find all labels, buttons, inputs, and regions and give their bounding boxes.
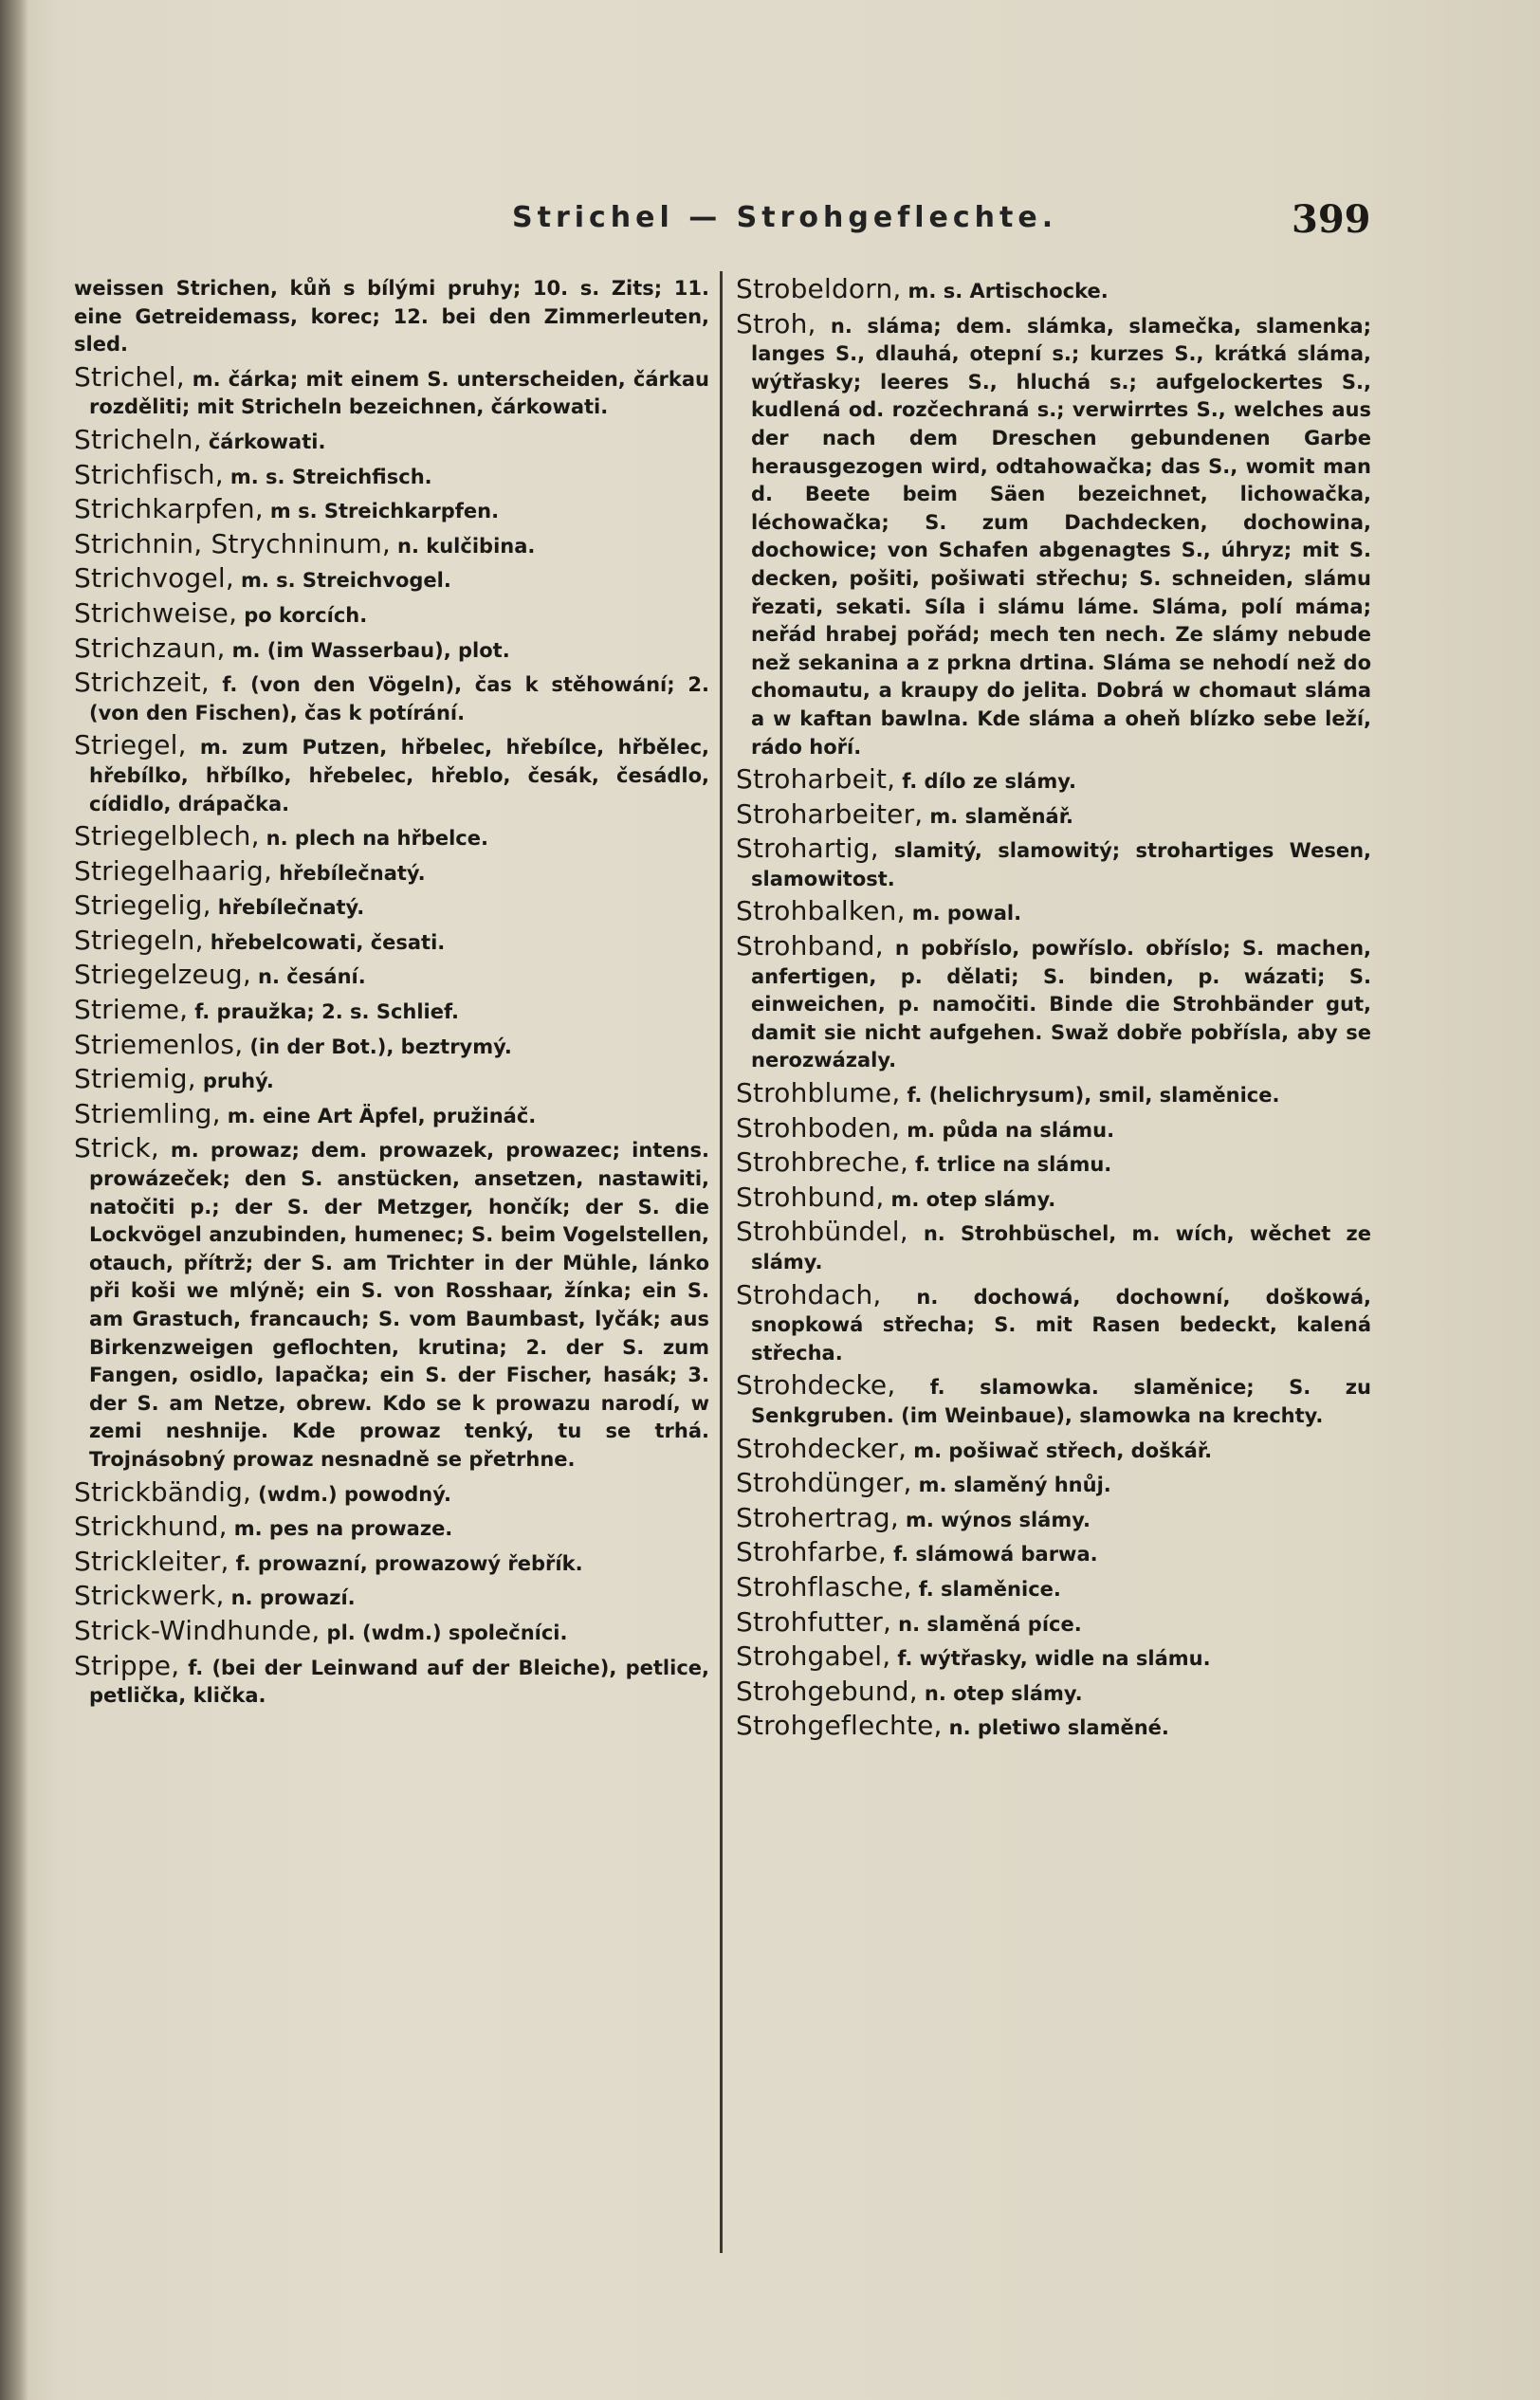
entry-definition: n. sláma; dem. slámka, slamečka, slamenka; langes S., dlauhá, otepní s.; kurzes S., krátká sláma, wýtřasky; leeres S., hluchá s.; aufgelockertes S., kudlená od. rozčechraná s.; verwirrtes S., welches aus der nach dem Dreschen gebundenen Garbe herausgezogen wird, odtahowačka; das S., womit man d. Beete beim Säen bezeichnet, lichowačka, léchowačka; S. zum Dachdecken, dochowina, dochowice; von Schafen abgenagtes S., úhryz; mit S. decken, pošiti, pošiwati střechu; S. schneiden, slámu řezati, sekati. Síla i slámu láme. Sláma, polí máma; neřád hrabej pořád; mech ten nech. Ze slámy nebude než sekanina a z prkna drtina. Sláma se nehodí než do chomautu, a kraupy do jelita. Dobrá w chomaut sláma a w kaftan bawlna. Kde sláma a oheň blízko sebe leží, rádo hoří. (751, 314, 1371, 759)
entry-definition: m. prowaz; dem. prowazek, prowazec; intens. prowázeček; den S. anstücken, ansetzen, nastawiti, natočiti p.; der S. der Metzger, hončík; der S. die Lockvögel anzubinden, humenec; S. beim Vogelstellen, otauch, přítrž; der S. am Trichter in der Mühle, lánko při koši we mlýně; ein S. von Rosshaar, žínka; ein S. am Grastuch, francauch; S. vom Baumbast, lyčák; aus Birkenzweigen geflochten, krutina; 2. der S. zum Fangen, osidlo, lapačka; ein S. der Fischer, hasák; 3. der S. am Netze, obrew. Kdo se k prowazu narodí, w zemi neshnije. Kde prowaz tenký, tu se trhá. Trojnásobný prowaz nesnadně se přetrhne. (89, 1139, 709, 1471)
entry-headword: Strichfisch, (74, 458, 224, 490)
entry-definition: (wdm.) powodný. (258, 1482, 451, 1506)
entry-headword: Striegelzeug, (74, 959, 251, 991)
entry-definition: (in der Bot.), beztrymý. (249, 1035, 512, 1058)
dictionary-entry (736, 1469, 1371, 1500)
dictionary-entry (736, 275, 1371, 306)
dictionary-entry (736, 932, 1371, 1075)
dictionary-entry (736, 897, 1371, 928)
entry-headword: Strohfutter, (736, 1605, 892, 1638)
dictionary-entry (74, 731, 709, 818)
entry-definition: f. slamowka. slaměnice; S. zu Senkgruben. (im Weinbaue), slamowka na krechty. (751, 1376, 1371, 1427)
entry-definition: n. otep slámy. (924, 1681, 1083, 1705)
entry-definition: f. (von den Vögeln), čas k stěhowání; 2. (von den Fischen), čas k potírání. (89, 673, 709, 724)
entry-definition: n. kulčibina. (397, 534, 536, 558)
entry-headword: Striemig, (74, 1063, 196, 1095)
entry-definition: f. trlice na slámu. (915, 1153, 1112, 1177)
entry-definition: m. půda na slámu. (907, 1118, 1115, 1142)
dictionary-entry (74, 423, 709, 457)
dictionary-entry (736, 1501, 1371, 1535)
entry-headword: Stroh, (736, 307, 816, 339)
entry-definition: n. Strohbüschel, m. wích, wěchet ze slámy. (751, 1222, 1371, 1273)
dictionary-entry (736, 1677, 1371, 1709)
entry-definition: f. praužka; 2. s. Schlief. (194, 1000, 459, 1024)
dictionary-entry (736, 1218, 1371, 1276)
entry-headword: Striemling, (74, 1097, 221, 1129)
entry-headword: Strohflasche, (736, 1570, 912, 1603)
entry-headword: Strichkarpfen, (74, 493, 264, 525)
entry-definition: f. slaměnice. (918, 1577, 1061, 1601)
entry-definition: hřebílečnatý. (279, 861, 426, 885)
entry-headword: Strobeldorn, (736, 275, 902, 304)
dictionary-entry (74, 527, 709, 561)
dictionary-entry (736, 1538, 1371, 1569)
dictionary-entry (736, 765, 1371, 797)
entry-headword: Stricheln, (74, 423, 202, 455)
entry-definition: n. pletiwo slaměné. (948, 1716, 1169, 1740)
entry-headword: Strieme, (74, 994, 189, 1026)
entry-definition: m. pes na prowaze. (233, 1517, 453, 1541)
entry-definition: m. eine Art Äpfel, pružináč. (227, 1104, 537, 1127)
dictionary-entry (736, 1148, 1371, 1180)
dictionary-entry (74, 926, 709, 958)
entry-headword: Strickhund, (74, 1511, 228, 1543)
dictionary-entry (74, 996, 709, 1027)
entry-headword: Strippe, (74, 1649, 180, 1681)
entry-headword: Strickleiter, (74, 1545, 229, 1577)
entry-headword: Striegelblech, (74, 820, 260, 852)
entry-definition: m. čárka; mit einem S. unterscheiden, čárkau rozděliti; mit Stricheln bezeichnen, čárkowati. (89, 367, 709, 419)
dictionary-entry (74, 360, 709, 422)
entry-headword: Stroharbeiter, (736, 797, 924, 830)
right-column (736, 275, 1371, 2399)
entry-headword: Strichel, (74, 360, 185, 393)
dictionary-entry (74, 596, 709, 631)
dictionary-entry (736, 307, 1371, 762)
entry-headword: Stroharbeit, (736, 763, 896, 796)
dictionary-entry (736, 1642, 1371, 1674)
dictionary-entry (74, 822, 709, 853)
entry-definition: m s. Streichkarpfen. (269, 500, 500, 523)
dictionary-entry (74, 1614, 709, 1648)
entry-definition: f. (helichrysum), smil, slaměnice. (907, 1084, 1280, 1108)
running-head (0, 197, 1540, 245)
entry-headword: Strohgebund, (736, 1675, 918, 1707)
dictionary-entry (74, 1512, 709, 1544)
dictionary-entry (736, 1432, 1371, 1466)
dictionary-entry (736, 1605, 1371, 1640)
entry-definition: m. (im Wasserbau), plot. (231, 638, 510, 662)
entry-headword: Striegelig, (74, 889, 211, 922)
entry-headword: Strickwerk, (74, 1580, 225, 1612)
entry-definition: f. (bei der Leinwand auf der Bleiche), petlice, petlička, klička. (89, 1656, 709, 1708)
dictionary-entry (74, 961, 709, 992)
entry-definition: čárkowati. (208, 430, 326, 453)
entry-headword: Striemenlos, (74, 1028, 244, 1060)
dictionary-entry (736, 834, 1371, 893)
entry-headword: Strohbündel, (736, 1216, 908, 1248)
entry-headword: Striegeln, (74, 924, 204, 956)
entry-definition: m. slaměný hnůj. (918, 1474, 1111, 1497)
entry-definition: n. slaměná píce. (898, 1612, 1082, 1636)
dictionary-entry (74, 1065, 709, 1096)
entry-headword: Striegel, (74, 729, 187, 761)
entry-headword: Strohgabel, (736, 1640, 891, 1673)
entry-definition: f. slámowá barwa. (893, 1543, 1098, 1566)
dictionary-entry (736, 1278, 1371, 1368)
entry-headword: Strickbändig, (74, 1475, 252, 1508)
dictionary-entry (74, 669, 709, 727)
entry-headword: Strichweise, (74, 596, 238, 629)
entry-headword: Strohfarbe, (736, 1536, 888, 1568)
left-column (74, 275, 709, 2399)
page-number: 399 (1292, 197, 1371, 242)
dictionary-entry (74, 634, 709, 666)
entry-definition: slamitý, slamowitý; strohartiges Wesen, slamowitost. (751, 839, 1371, 890)
entry-headword: Strohdecker, (736, 1432, 908, 1464)
entry-headword: Strick, (74, 1132, 159, 1164)
entry-definition: n pobříslo, powříslo. obříslo; S. machen, anfertigen, p. dělati; S. binden, p. wázati; S. einweichen, p. namočiti. Binde die Strohbänder gut, damit sie nicht aufgehen. Swaž dobře pobřísla, aby se nerozwázaly. (751, 937, 1371, 1072)
entry-headword: Strichvogel, (74, 562, 234, 595)
entry-definition: n. plech na hřbelce. (266, 827, 488, 851)
dictionary-entry (74, 564, 709, 595)
entry-definition: m. wýnos slámy. (906, 1508, 1091, 1531)
entry-headword: Strohblume, (736, 1077, 901, 1109)
column-divider (720, 271, 723, 2253)
dictionary-entry (736, 1183, 1371, 1215)
dictionary-entry (74, 458, 709, 492)
entry-definition: m. pošiwač střech, doškář. (913, 1438, 1213, 1462)
dictionary-entry (74, 854, 709, 889)
dictionary-entry (736, 797, 1371, 832)
entry-definition: pl. (wdm.) společníci. (326, 1621, 568, 1644)
entry-headword: Strichnin, Strychninum, (74, 527, 392, 559)
dictionary-entry (736, 1371, 1371, 1430)
entry-definition: f. dílo ze slámy. (902, 770, 1076, 794)
dictionary-entry (736, 1079, 1371, 1110)
entry-headword: Strohertrag, (736, 1501, 899, 1533)
dictionary-entry (74, 1028, 709, 1062)
entry-definition: m. otep slámy. (890, 1187, 1056, 1211)
entry-definition: m. zum Putzen, hřbelec, hřebílce, hřbělec, hřebílko, hřbílko, hřebelec, hřeblo, česák, česádlo, cídidlo, drápačka. (89, 736, 709, 815)
entry-definition: hřebelcowati, česati. (210, 930, 446, 954)
dictionary-entry (736, 1712, 1371, 1743)
dictionary-entry (74, 1649, 709, 1711)
entry-definition: pruhý. (202, 1070, 274, 1093)
dictionary-entry (74, 891, 709, 923)
dictionary-entry (74, 1545, 709, 1579)
entry-headword: Strohdach, (736, 1278, 882, 1310)
entry-headword: Strohbalken, (736, 895, 906, 927)
entry-definition: n. česání. (258, 965, 366, 989)
entry-definition: f. wýtřasky, widle na slámu. (897, 1647, 1211, 1671)
entry-headword: Strohdünger, (736, 1467, 912, 1499)
entry-headword: Strohdecke, (736, 1369, 896, 1402)
dictionary-entry (74, 1582, 709, 1613)
dictionary-entry (74, 495, 709, 526)
dictionary-entry (74, 1134, 709, 1474)
dictionary-entry (736, 1570, 1371, 1604)
dictionary-entry (74, 1475, 709, 1510)
entry-definition: m. s. Artischocke. (908, 280, 1109, 302)
entry-definition: weissen Strichen, kůň s bílými pruhy; 10. s. Zits; 11. eine Getreidemass, korec; 12. bei den Zimmerleuten, sled. (74, 277, 709, 357)
entry-definition: n. dochowá, dochowní, doškowá, snopkowá střecha; S. mit Rasen bedeckt, kalená střecha. (751, 1285, 1371, 1365)
running-head-title: Strichel — Strohgeflechte. (512, 201, 1058, 234)
entry-headword: Strichzaun, (74, 632, 226, 664)
book-spine-shadow (0, 0, 28, 2400)
entry-definition: n. prowazí. (230, 1586, 356, 1610)
entry-headword: Strohband, (736, 930, 884, 962)
entry-headword: Strohgeflechte, (736, 1710, 943, 1742)
entry-headword: Strick-Windhunde, (74, 1614, 321, 1646)
entry-definition: m. powal. (911, 902, 1022, 925)
entry-headword: Strichzeit, (74, 667, 210, 699)
entry-definition: po korcích. (244, 603, 368, 627)
entry-definition: hřebílečnatý. (217, 896, 365, 920)
entry-definition: f. prowazní, prowazowý řebřík. (235, 1551, 583, 1575)
entry-headword: Strohbund, (736, 1181, 885, 1213)
entry-headword: Strohartig, (736, 833, 879, 865)
entry-definition: m. s. Streichfisch. (229, 465, 432, 488)
dictionary-entry (74, 1097, 709, 1131)
entry-definition: m. slaměnář. (929, 804, 1074, 828)
dictionary-entry (736, 1111, 1371, 1145)
entry-definition: m. s. Streichvogel. (240, 569, 451, 593)
entry-headword: Strohboden, (736, 1111, 901, 1144)
entry-headword: Strohbreche, (736, 1146, 909, 1179)
dictionary-entry (74, 275, 709, 359)
entry-headword: Striegelhaarig, (74, 854, 273, 887)
